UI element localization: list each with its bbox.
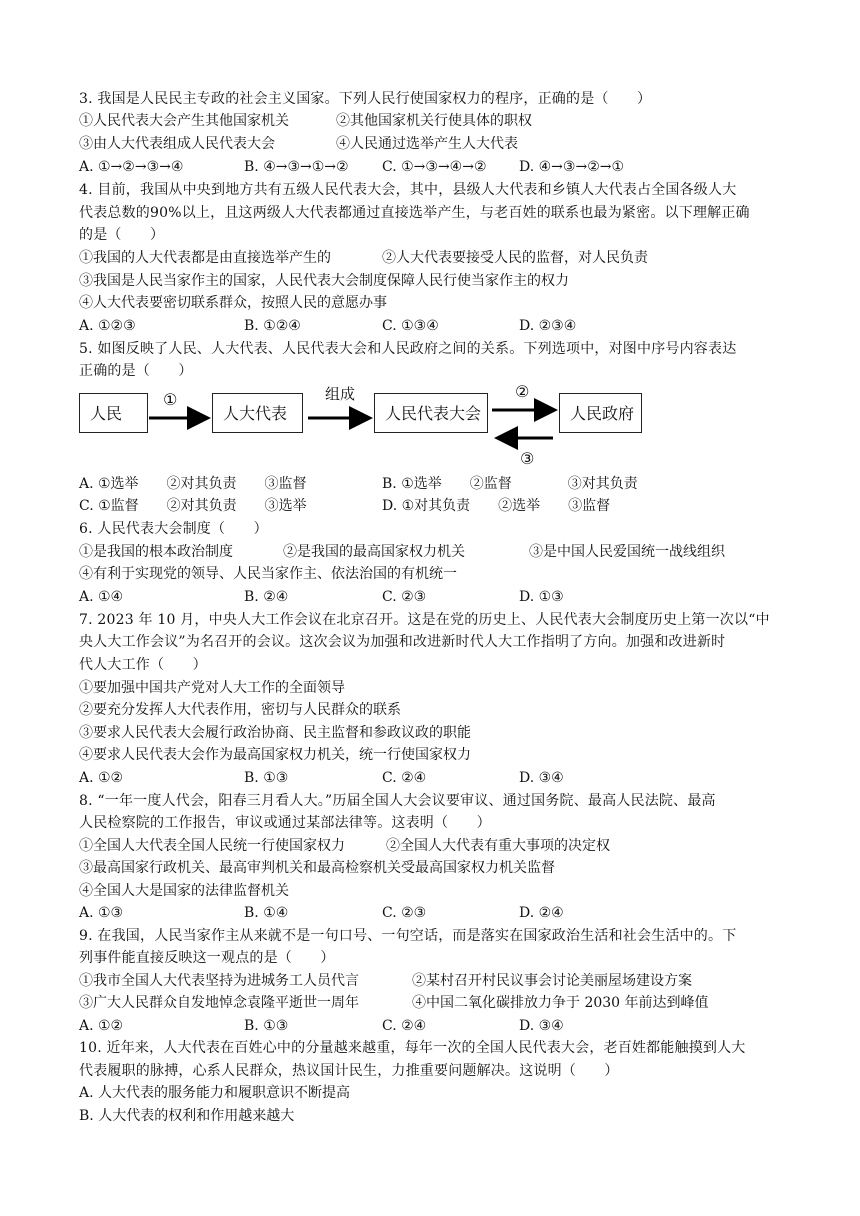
q4-statement-1: ①我国的人大代表都是由直接选举产生的 <box>79 250 331 266</box>
diagram-label-3: ③ <box>520 449 535 468</box>
q5-option-b: B. ①选举 ②监督 ③对其负责 <box>382 476 638 492</box>
q9-statement-2: ②某村召开村民议事会讨论美丽屋场建设方案 <box>412 973 692 989</box>
q4-statement-3: ③我国是人民当家作主的国家，人民代表大会制度保障人民行使当家作主的权力 <box>79 273 569 289</box>
diagram-box-deputies: 人大代表 <box>212 393 303 433</box>
q5-stem-line-1: 5. 如图反映了人民、人大代表、人民代表大会和人民政府之间的关系。下列选项中，对图中序号内容表达 <box>79 341 737 357</box>
q8-statement-2: ②全国人大代表有重大事项的决定权 <box>386 838 610 854</box>
diagram-label-2: ② <box>515 382 530 401</box>
q9-statement-1: ①我市全国人大代表坚持为进城务工人员代言 <box>79 973 359 989</box>
q6-statement-1: ①是我国的根本政治制度 <box>79 544 233 560</box>
diagram-label-1: ① <box>163 390 178 409</box>
q9-option-c: C. ②④ <box>382 1018 427 1034</box>
q7-option-a: A. ①② <box>79 770 124 786</box>
q4-statement-4: ④人大代表要密切联系群众，按照人民的意愿办事 <box>79 295 387 311</box>
q8-option-a: A. ①③ <box>79 905 124 921</box>
q6-option-c: C. ②③ <box>382 589 427 605</box>
q3-statement-2: ②其他国家机关行使具体的职权 <box>336 113 532 129</box>
diagram-arrows <box>0 0 860 480</box>
q4-option-c: C. ①③④ <box>382 318 439 334</box>
q7-statement-3: ③要求人民代表大会履行政治协商、民主监督和参政议政的职能 <box>79 725 471 741</box>
q6-statement-2: ②是我国的最高国家权力机关 <box>283 544 465 560</box>
q8-option-b: B. ①④ <box>244 905 289 921</box>
q10-option-b: B. 人大代表的权利和作用越来越大 <box>79 1108 295 1124</box>
q9-option-a: A. ①② <box>79 1018 124 1034</box>
q9-option-b: B. ①③ <box>244 1018 289 1034</box>
q7-statement-1: ①要加强中国共产党对人大工作的全面领导 <box>79 680 345 696</box>
q7-option-c: C. ②④ <box>382 770 427 786</box>
q3-option-c: C. ①→③→④→② <box>382 159 487 175</box>
q3-statement-4: ④人民通过选举产生人大代表 <box>336 136 518 152</box>
q3-stem: 3. 我国是人民民主专政的社会主义国家。下列人民行使国家权力的程序，正确的是（ ） <box>79 91 652 107</box>
q8-stem-line-2: 人民检察院的工作报告，审议或通过某部法律等。这表明（ ） <box>79 815 491 831</box>
q6-option-d: D. ①③ <box>519 589 564 605</box>
q8-statement-1: ①全国人大代表全国人民统一行使国家权力 <box>79 838 345 854</box>
q10-stem-line-1: 10. 近年来，人大代表在百姓心中的分量越来越重，每年一次的全国人民代表大会，老百姓都能触摸到人大 <box>79 1040 746 1056</box>
q5-option-c: C. ①监督 ②对其负责 ③选举 <box>79 498 307 514</box>
q6-statement-3: ③是中国人民爱国统一战线组织 <box>529 544 725 560</box>
diagram-box-people: 人民 <box>79 393 148 433</box>
q7-stem-line-1: 7. 2023 年 10 月，中央人大工作会议在北京召开。这是在党的历史上、人民代表大会制度历史上第一次以“中 <box>79 612 770 628</box>
q5-option-a: A. ①选举 ②对其负责 ③监督 <box>79 476 307 492</box>
q9-stem-line-2: 列事件能直接反映这一观点的是（ ） <box>79 950 335 966</box>
q3-option-a: A. ①→②→③→④ <box>79 159 184 175</box>
q8-option-d: D. ②④ <box>519 905 564 921</box>
q9-option-d: D. ③④ <box>519 1018 564 1034</box>
q7-option-d: D. ③④ <box>519 770 564 786</box>
diagram-box-government: 人民政府 <box>559 393 642 433</box>
q10-stem-line-2: 代表履职的脉搏，心系人民群众，热议国计民生，力推重要问题解决。这说明（ ） <box>79 1063 619 1079</box>
q8-option-c: C. ②③ <box>382 905 427 921</box>
q4-statement-2: ②人大代表要接受人民的监督，对人民负责 <box>382 250 648 266</box>
q7-statement-4: ④要求人民代表大会作为最高国家权力机关，统一行使国家权力 <box>79 747 471 763</box>
q8-statement-4: ④全国人大是国家的法律监督机关 <box>79 883 289 899</box>
q3-statement-3: ③由人大代表组成人民代表大会 <box>79 136 275 152</box>
q8-stem-line-1: 8. “一年一度人代会，阳春三月看人大。”历届全国人大会议要审议、通过国务院、最高人民法院、最高 <box>79 793 716 809</box>
q6-stem: 6. 人民代表大会制度（ ） <box>79 521 268 537</box>
q9-statement-3: ③广大人民群众自发地悼念袁隆平逝世一周年 <box>79 995 359 1011</box>
q7-statement-2: ②要充分发挥人大代表作用，密切与人民群众的联系 <box>79 702 401 718</box>
q4-stem-line-3: 的是（ ） <box>79 227 165 243</box>
q3-statement-1: ①人民代表大会产生其他国家机关 <box>79 113 289 129</box>
q4-option-d: D. ②③④ <box>519 318 577 334</box>
q6-option-b: B. ②④ <box>244 589 289 605</box>
q5-stem-line-2: 正确的是（ ） <box>79 363 193 379</box>
diagram-label-form: 组成 <box>325 385 356 403</box>
diagram-box-congress: 人民代表大会 <box>374 393 488 433</box>
q9-stem-line-1: 9. 在我国，人民当家作主从来就不是一句口号、一句空话，而是落实在国家政治生活和社会生活中的。下 <box>79 928 737 944</box>
q9-statement-4: ④中国二氧化碳排放力争于 2030 年前达到峰值 <box>412 995 709 1011</box>
q8-statement-3: ③最高国家行政机关、最高审判机关和最高检察机关受最高国家权力机关监督 <box>79 860 555 876</box>
q6-statement-4: ④有利于实现党的领导、人民当家作主、依法治国的有机统一 <box>79 566 457 582</box>
q3-option-d: D. ④→③→②→① <box>519 159 625 175</box>
q10-option-a: A. 人大代表的服务能力和履职意识不断提高 <box>79 1085 351 1101</box>
q7-option-b: B. ①③ <box>244 770 289 786</box>
q4-stem-line-2: 代表总数的90%以上，且这两级人大代表都通过直接选举产生，与老百姓的联系也最为紧密。以下理解正确 <box>79 205 750 221</box>
q4-option-a: A. ①②③ <box>79 318 136 334</box>
q6-option-a: A. ①④ <box>79 589 124 605</box>
q5-option-d: D. ①对其负责 ②选举 ③监督 <box>382 498 611 514</box>
q4-option-b: B. ①②④ <box>244 318 301 334</box>
q7-stem-line-3: 代人大工作（ ） <box>79 657 207 673</box>
q7-stem-line-2: 央人大工作会议”为名召开的会议。这次会议为加强和改进新时代人大工作指明了方向。加强和改进新时 <box>79 634 726 650</box>
q3-option-b: B. ④→③→①→② <box>244 159 349 175</box>
q4-stem-line-1: 4. 目前，我国从中央到地方共有五级人民代表大会，其中，县级人大代表和乡镇人大代表占全国各级人大 <box>79 182 737 198</box>
